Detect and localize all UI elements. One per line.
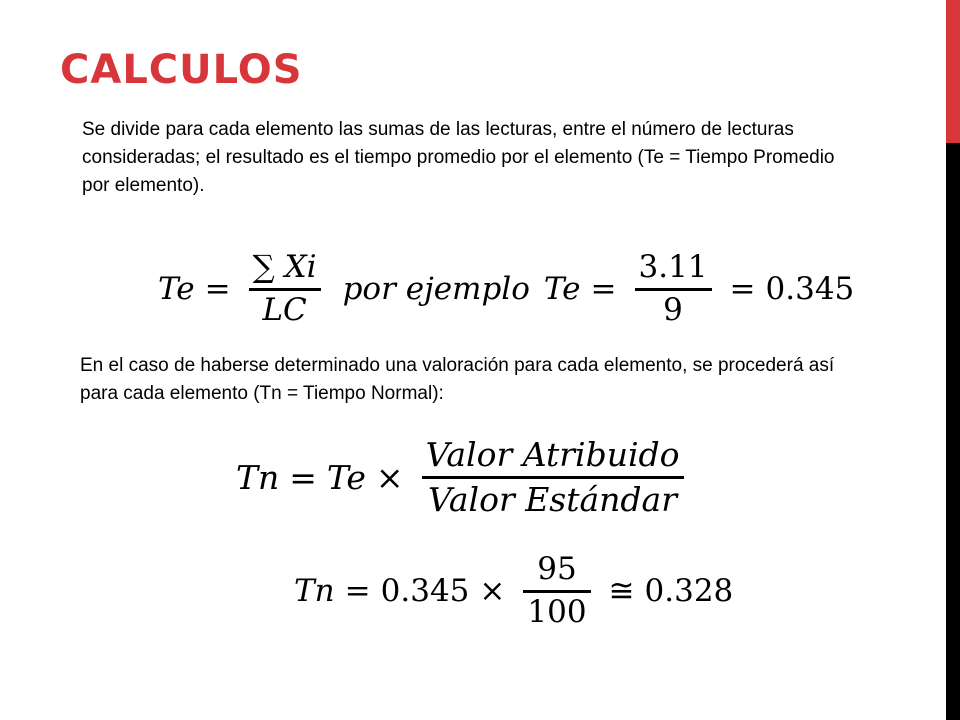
slide-title: CALCULOS: [60, 47, 303, 93]
fraction-bar: [249, 288, 321, 291]
eq2-numerator: Valor Atribuido: [425, 435, 680, 474]
eq1-denominator: LC: [262, 291, 307, 328]
eq1-fraction-example: [635, 250, 712, 328]
eq3-lhs: Tn: [294, 573, 335, 610]
eq2-te: Te: [326, 457, 366, 497]
paragraph-average-time: Se divide para cada elemento las sumas de las lecturas, entre el número de lecturas consideradas; el resultado es el tiempo promedio por el elemento (Te = Tiempo Promedio por elemento).: [82, 119, 835, 196]
eq3-denominator: 100: [527, 593, 587, 630]
eq1-equals2: =: [590, 271, 617, 308]
eq3-value: 0.345: [380, 573, 470, 610]
eq1-result: 0.345: [765, 271, 855, 308]
eq2-times: ×: [375, 457, 404, 497]
accent-bar-red: [946, 0, 960, 143]
eq1-equals3: =: [729, 271, 756, 308]
eq2-lhs: Tn: [236, 457, 280, 497]
equation-average-time: [158, 250, 854, 328]
eq1-denominator2: 9: [663, 291, 683, 328]
eq1-fraction-sum: [249, 250, 321, 328]
eq1-numerator2: 3.11: [638, 249, 708, 285]
fraction-bar: [523, 590, 590, 593]
eq3-equals: =: [344, 573, 371, 610]
eq2-equals: =: [289, 457, 317, 497]
eq1-equals: =: [204, 271, 231, 308]
accent-bar-black: [946, 143, 960, 720]
eq3-result: 0.328: [644, 573, 734, 610]
eq3-approx: ≅: [608, 573, 635, 610]
fraction-bar: [422, 476, 684, 479]
eq3-numerator: 95: [537, 551, 577, 587]
fraction-bar: [635, 288, 712, 291]
eq1-lhs2: Te: [543, 271, 581, 308]
paragraph-normal-time: En el caso de haberse determinado una valoración para cada elemento, se procederá así para cada elemento (Tn = Tiempo Normal):: [80, 355, 835, 404]
equation-normal-time-example: [294, 552, 733, 630]
eq1-numerator: ∑ Xi: [252, 249, 317, 285]
equation-normal-time: [236, 436, 692, 519]
eq3-fraction: [523, 552, 590, 630]
eq2-denominator: Valor Estándar: [428, 479, 677, 519]
eq1-example-text: por ejemplo: [342, 271, 530, 308]
eq1-lhs: Te: [158, 271, 195, 308]
eq2-fraction: [422, 436, 684, 519]
eq3-times: ×: [479, 573, 506, 610]
